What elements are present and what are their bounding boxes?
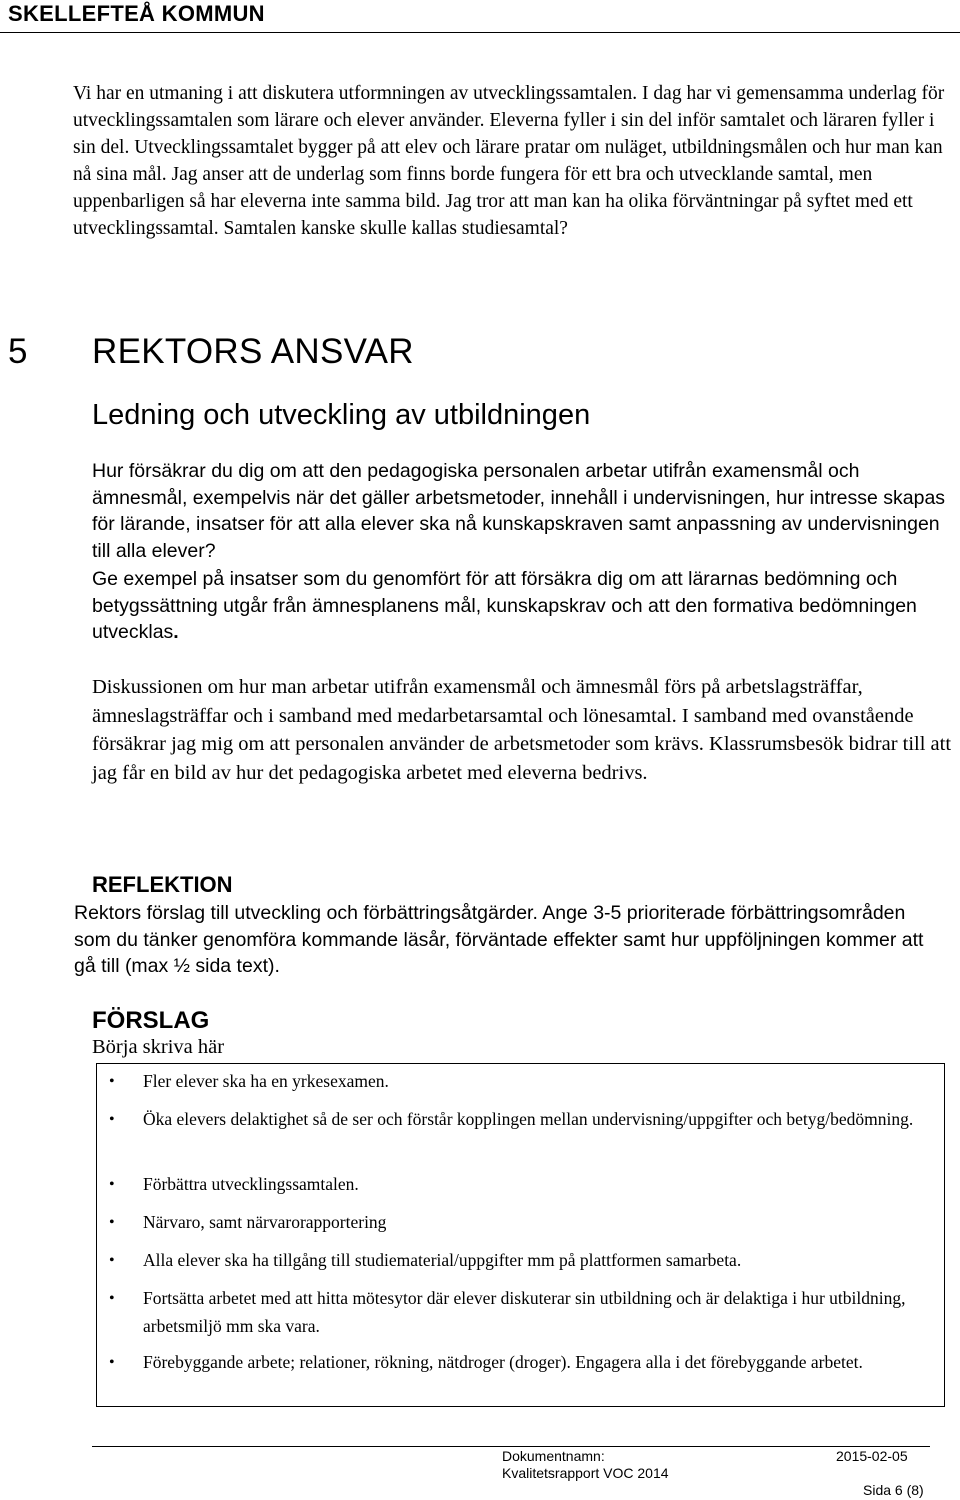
forslag-heading: FÖRSLAG — [92, 1007, 210, 1034]
answer-paragraph: Diskussionen om hur man arbetar utifrån examensmål och ämnesmål förs på arbetslagsträffar, ämneslagsträffar och i samband med medarbetarsamtal och lönesamtal. I samband med ovanstående försäkrar jag mig om att personalen använder de arbetsmetoder som krävs. Klassrumsbesök bidrar till att jag får en bild av hur det pedagogiska arbetet med eleverna bedrivs. — [92, 676, 952, 784]
list-item-text: Fortsätta arbetet med att hitta mötesytor där elever diskuterar sin utbildning och är delaktiga i hur utbildning, arbetsmiljö mm ska vara. — [143, 1288, 906, 1336]
question-1: Hur försäkrar du dig om att den pedagogiska personalen arbetar utifrån examensmål och ämnesmål, exempelvis när det gäller arbetsmetoder, innehåll i undervisningen, hur intresse skapas för lärande, insatser för att alla elever ska nå kunskapskraven samt anpassning av undervisningen till alla elever? — [92, 460, 946, 562]
doc-date: 2015-02-05 — [836, 1448, 908, 1464]
reflektion-text: Rektors förslag till utveckling och förbättringsåtgärder. Ange 3-5 prioriterade förbättringsområden som du tänker genomföra kommande läsår, förväntade effekter samt hur uppföljningen kommer att gå till (max ½ sida text). — [74, 902, 924, 978]
list-item-text: Förebyggande arbete; relationer, rökning, nätdroger (droger). Engagera alla i det förebyggande arbetet. — [143, 1352, 863, 1372]
question-2-end: . — [173, 621, 179, 644]
intro-paragraph: Vi har en utmaning i att diskutera utformningen av utvecklingssamtalen. I dag har vi gemensamma underlag för utvecklingssamtalen som lärare och elever använder. Eleverna fyller i sin del inför samtalet och läraren fyller i sin del. Utvecklingssamtalet bygger på att elev och lärare pratar om nuläget, utbildningsmålen och hur man kan nå sina mål. Jag anser att de underlag som finns borde fungera för ett bra och utvecklande samtal, men uppenbarligen så har eleverna inte samma bild. Jag tror att man kan ha olika förväntningar på syftet med ett utvecklingssamtal. Samtalen kanske skulle kallas studiesamtal? — [73, 83, 945, 239]
header-divider — [0, 32, 960, 33]
reflektion-heading: REFLEKTION — [92, 872, 233, 897]
organization-name: SKELLEFTEÅ KOMMUN — [8, 1, 265, 26]
section-title: REKTORS ANSVAR — [92, 332, 414, 371]
forslag-textbox[interactable] — [96, 1063, 945, 1407]
list-item-text: Alla elever ska ha tillgång till studiematerial/uppgifter mm på plattformen samarbeta. — [143, 1250, 742, 1270]
question-2-text: Ge exempel på insatser som du genomfört för att försäkra dig om att lärarnas bedömning och betygssättning utgår från ämnesplanens mål, kunskapskrav och att den formativa bedömningen utvecklas — [92, 568, 917, 644]
bullet-icon: • — [109, 1290, 115, 1307]
section-number: 5 — [8, 332, 28, 371]
bullet-icon: • — [109, 1176, 115, 1193]
page-number: Sida 6 (8) — [863, 1482, 924, 1498]
list-item-text: Öka elevers delaktighet så de ser och förstår kopplingen mellan undervisning/uppgifter och betyg/bedömning. — [143, 1109, 914, 1129]
list-item-text: Fler elever ska ha en yrkesexamen. — [143, 1071, 389, 1091]
bullet-icon: • — [109, 1354, 115, 1371]
bullet-icon: • — [109, 1073, 115, 1090]
section-subheading: Ledning och utveckling av utbildningen — [92, 399, 591, 431]
bullet-icon: • — [109, 1252, 115, 1269]
list-item-text: Förbättra utvecklingssamtalen. — [143, 1174, 359, 1194]
list-item-text: Närvaro, samt närvarorapportering — [143, 1212, 387, 1232]
section-heading — [8, 332, 414, 372]
bullet-icon: • — [109, 1111, 115, 1128]
doc-name: Kvalitetsrapport VOC 2014 — [502, 1465, 669, 1481]
doc-name-label: Dokumentnamn: — [502, 1448, 605, 1464]
footer-divider — [92, 1446, 930, 1447]
forslag-subtitle: Börja skriva här — [92, 1036, 225, 1058]
question-2 — [92, 566, 952, 646]
bullet-icon: • — [109, 1214, 115, 1231]
